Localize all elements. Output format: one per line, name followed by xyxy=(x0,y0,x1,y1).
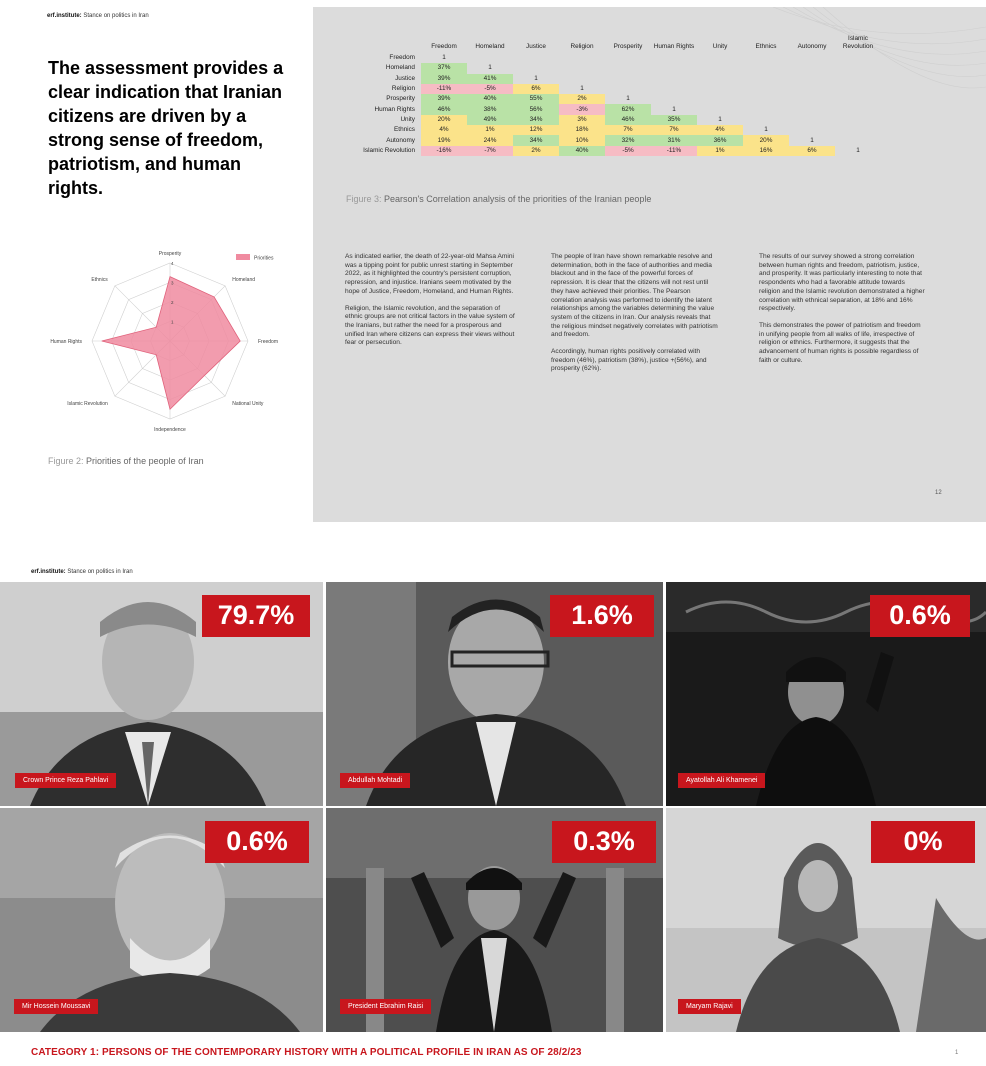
report-page-bottom xyxy=(0,540,986,1066)
radar-axis-label: National Unity xyxy=(232,401,264,408)
correlation-cell xyxy=(559,53,605,63)
column-header: Justice xyxy=(526,43,546,50)
correlation-cell xyxy=(513,63,559,73)
radar-axis-label: Freedom xyxy=(258,339,279,345)
correlation-cell xyxy=(835,63,881,73)
correlation-cell: 3% xyxy=(559,115,605,125)
correlation-cell: 1 xyxy=(442,54,446,62)
table-row xyxy=(345,63,881,73)
person-name-label: President Ebrahim Raisi xyxy=(340,999,431,1014)
person-name-label: Maryam Rajavi xyxy=(678,999,741,1014)
correlation-cell xyxy=(789,115,835,125)
column-header: Freedom xyxy=(431,43,457,50)
correlation-cell: 6% xyxy=(789,146,835,156)
correlation-cell: 34% xyxy=(513,135,559,145)
correlation-cell xyxy=(789,125,835,135)
person-name-label: Ayatollah Ali Khamenei xyxy=(678,773,765,788)
percentage-badge: 79.7% xyxy=(202,595,310,637)
correlation-cell: 4% xyxy=(421,125,467,135)
correlation-cell: 1 xyxy=(810,136,814,144)
paragraph: The people of Iran have shown remarkable resolve and determination, both in the face of authorities and media blackout and in the face of the powerful forces of repression. It is clear that the citizens will not rest until they have achieved their priorities. The Pearson correlation analysis was performed to identify the latent relationships among the variables determining the value system of the citizens in Iran. Our analysis reveals that the religious mindset negatively correlates with patriotism and freedom. xyxy=(551,253,718,339)
correlation-cell xyxy=(789,84,835,94)
correlation-cell: 1% xyxy=(697,146,743,156)
figure-3-text: Pearson's Correlation analysis of the priorities of the Iranian people xyxy=(384,194,652,204)
correlation-cell: -5% xyxy=(605,146,651,156)
radar-axis-label: Ethnics xyxy=(91,276,108,283)
row-label: Justice xyxy=(395,74,415,82)
correlation-cell xyxy=(697,63,743,73)
correlation-cell: 6% xyxy=(513,84,559,94)
percentage-badge: 0.3% xyxy=(552,821,656,863)
table-row xyxy=(345,146,881,156)
correlation-cell: 1% xyxy=(467,125,513,135)
correlation-header-row xyxy=(345,30,881,53)
correlation-cell xyxy=(835,53,881,63)
column-header: Human Rights xyxy=(653,43,695,50)
row-label: Ethnics xyxy=(394,126,415,134)
correlation-cell: -7% xyxy=(467,146,513,156)
correlation-cell: 10% xyxy=(559,135,605,145)
percentage-badge: 0% xyxy=(871,821,975,863)
correlation-cell xyxy=(743,115,789,125)
correlation-cell: 2% xyxy=(513,146,559,156)
correlation-cell xyxy=(835,135,881,145)
percentage-badge: 1.6% xyxy=(550,595,654,637)
correlation-table xyxy=(345,30,881,156)
correlation-cell: 24% xyxy=(467,135,513,145)
correlation-cell: 49% xyxy=(467,115,513,125)
report-header xyxy=(31,569,133,575)
correlation-cell: 35% xyxy=(651,115,697,125)
correlation-cell xyxy=(789,104,835,114)
radar-scale-tick: 4 xyxy=(171,261,174,266)
left-panel xyxy=(0,0,313,522)
correlation-cell: -5% xyxy=(467,84,513,94)
row-label: Human Rights xyxy=(374,105,415,113)
correlation-cell: 1 xyxy=(856,146,860,154)
correlation-cell xyxy=(651,84,697,94)
paragraph: As indicated earlier, the death of 22-year-old Mahsa Amini was a tipping point for public unrest starting in September 2022, as it highlighted the country's persistent corruption, repression, and injustice. Iranians seem motivated by the hope of Justice, Freedom, Homeland, and Human Rights. xyxy=(345,253,514,295)
correlation-cell xyxy=(651,63,697,73)
column-header: Ethnics xyxy=(755,43,777,50)
category-title: CATEGORY 1: PERSONS OF THE CONTEMPORARY HISTORY WITH A POLITICAL PROFILE IN IRAN AS OF 28/2/23 xyxy=(31,1047,582,1058)
correlation-cell: 39% xyxy=(421,74,467,84)
correlation-cell: 1 xyxy=(672,105,676,113)
body-column-2 xyxy=(551,253,721,382)
correlation-cell xyxy=(697,74,743,84)
table-row xyxy=(345,125,881,135)
body-column-1 xyxy=(345,253,515,356)
correlation-cell: 7% xyxy=(605,125,651,135)
figure-3-caption xyxy=(346,194,651,204)
person-card xyxy=(0,582,323,806)
report-page-top xyxy=(0,0,986,522)
correlation-cell: 1 xyxy=(764,126,768,134)
correlation-cell: 12% xyxy=(513,125,559,135)
correlation-cell: 36% xyxy=(697,135,743,145)
correlation-cell: 19% xyxy=(421,135,467,145)
table-row xyxy=(345,53,881,63)
figure-3-number: Figure 3: xyxy=(346,194,382,204)
report-subtitle: Stance on politics in Iran xyxy=(83,13,149,19)
correlation-cell xyxy=(697,94,743,104)
correlation-cell xyxy=(743,63,789,73)
correlation-cell xyxy=(651,53,697,63)
brand-name: erf.institute: xyxy=(47,13,82,19)
correlation-cell xyxy=(559,63,605,73)
report-header xyxy=(47,13,149,19)
correlation-cell xyxy=(467,53,513,63)
radar-scale-tick: 3 xyxy=(171,280,174,286)
correlation-cell: 38% xyxy=(467,104,513,114)
column-header: Islamic Revolution xyxy=(842,35,874,50)
row-label: Autonomy xyxy=(386,136,415,144)
correlation-cell: 46% xyxy=(421,104,467,114)
person-card xyxy=(0,808,323,1032)
correlation-cell xyxy=(743,104,789,114)
correlation-cell xyxy=(835,125,881,135)
correlation-cell xyxy=(651,94,697,104)
correlation-cell: 1 xyxy=(580,85,584,93)
correlation-cell xyxy=(605,63,651,73)
paragraph: Religion, the Islamic revolution, and the separation of ethnic groups are not critical factors in the value system of the Iranians, but rather the need for a prosperous and unified Iran where citizens can express their views without fear or persecution. xyxy=(345,304,515,347)
radar-axis-label: Islamic Revolution xyxy=(67,401,108,408)
correlation-cell: 40% xyxy=(467,94,513,104)
correlation-cell xyxy=(605,84,651,94)
correlation-cell xyxy=(835,115,881,125)
radar-axis-label: Prosperity xyxy=(158,251,182,257)
correlation-cell: 1 xyxy=(626,95,630,103)
figure-2-number: Figure 2: xyxy=(48,456,84,466)
column-header: Unity xyxy=(712,43,728,50)
correlation-cell: 1 xyxy=(718,115,722,123)
page-number: 1 xyxy=(955,1050,959,1056)
paragraph: Accordingly, human rights positively correlated with freedom (46%), patriotism (38%), justice +(56%), and prosperity (62%). xyxy=(551,348,707,373)
corner-cell xyxy=(345,30,421,53)
correlation-body xyxy=(345,53,881,156)
row-label: Unity xyxy=(400,115,415,123)
correlation-cell xyxy=(743,94,789,104)
table-row xyxy=(345,74,881,84)
legend-swatch xyxy=(236,254,250,260)
column-header: Prosperity xyxy=(613,43,643,50)
correlation-cell: 56% xyxy=(513,104,559,114)
person-card xyxy=(326,582,663,806)
correlation-cell: 18% xyxy=(559,125,605,135)
percentage-badge: 0.6% xyxy=(870,595,970,637)
row-label: Homeland xyxy=(385,64,415,72)
page-number: 12 xyxy=(935,490,942,496)
column-header: Autonomy xyxy=(797,43,827,50)
person-name-label: Abdullah Mohtadi xyxy=(340,773,410,788)
correlation-cell: 1 xyxy=(534,74,538,82)
correlation-cell: 37% xyxy=(421,63,467,73)
radar-axis-label: Homeland xyxy=(232,276,256,283)
legend-label: Priorities xyxy=(254,255,274,262)
correlation-cell: 4% xyxy=(697,125,743,135)
row-label: Prosperity xyxy=(386,95,415,103)
correlation-cell xyxy=(835,94,881,104)
correlation-cell: -16% xyxy=(421,146,467,156)
correlation-cell xyxy=(605,53,651,63)
radar-axis-label: Independence xyxy=(154,427,186,433)
correlation-cell xyxy=(743,53,789,63)
correlation-cell xyxy=(743,84,789,94)
correlation-cell: 62% xyxy=(605,104,651,114)
person-card xyxy=(326,808,663,1032)
radar-series-area xyxy=(102,277,240,410)
correlation-cell xyxy=(789,53,835,63)
row-label: Islamic Revolution xyxy=(363,146,415,154)
percentage-badge: 0.6% xyxy=(205,821,309,863)
person-name-label: Mir Hossein Moussavi xyxy=(14,999,98,1014)
correlation-cell: 39% xyxy=(421,94,467,104)
brand-name: erf.institute: xyxy=(31,569,66,575)
person-name-label: Crown Prince Reza Pahlavi xyxy=(15,773,116,788)
correlation-cell: 41% xyxy=(467,74,513,84)
correlation-cell xyxy=(789,94,835,104)
row-label: Freedom xyxy=(389,54,415,62)
correlation-cell xyxy=(559,74,605,84)
paragraph: This demonstrates the power of patriotism and freedom in unifying people from all walks of life, irrespective of religion or ethnics. Furthermore, it suggests that the advancement of human rights is possible regardless of faith or culture. xyxy=(759,321,921,364)
correlation-cell: 16% xyxy=(743,146,789,156)
figure-2-text: Priorities of the people of Iran xyxy=(86,456,204,466)
column-header: Religion xyxy=(570,43,594,50)
table-row xyxy=(345,115,881,125)
correlation-cell xyxy=(789,63,835,73)
correlation-cell: -3% xyxy=(559,104,605,114)
correlation-cell xyxy=(743,74,789,84)
correlation-cell: 1 xyxy=(488,64,492,72)
correlation-cell: 7% xyxy=(651,125,697,135)
report-subtitle: Stance on politics in Iran xyxy=(67,569,133,575)
correlation-cell xyxy=(697,84,743,94)
correlation-cell: 40% xyxy=(559,146,605,156)
correlation-cell xyxy=(697,53,743,63)
correlation-cell xyxy=(605,74,651,84)
column-header: Homeland xyxy=(475,43,505,50)
correlation-cell: 20% xyxy=(421,115,467,125)
correlation-cell xyxy=(835,84,881,94)
correlation-cell: 20% xyxy=(743,135,789,145)
correlation-cell xyxy=(835,104,881,114)
radar-scale-tick: 2 xyxy=(171,300,174,305)
radar-legend xyxy=(236,254,274,262)
paragraph: The results of our survey showed a strong correlation between human rights and freedom, patriotism, justice, and prosperity. It was particularly interesting to note that respondents who had a favorable attitude towards religion and the Islamic revolution demonstrated a higher correlation with ethnical separation, at 18% and 16% respectively. xyxy=(759,253,925,313)
correlation-cell: -11% xyxy=(421,84,467,94)
table-row xyxy=(345,84,881,94)
correlation-cell: 32% xyxy=(605,135,651,145)
radar-chart xyxy=(20,246,310,436)
radar-scale-tick: 1 xyxy=(171,319,174,325)
correlation-cell: 2% xyxy=(559,94,605,104)
table-row xyxy=(345,135,881,145)
person-card xyxy=(666,808,986,1032)
correlation-cell: -11% xyxy=(651,146,697,156)
body-column-3 xyxy=(759,253,927,373)
row-label: Religion xyxy=(391,85,415,93)
radar-axis-label: Human Rights xyxy=(50,339,82,345)
radar-series xyxy=(102,277,240,410)
headline: The assessment provides a clear indication that Iranian citizens are driven by a strong sense of freedom, patriotism, and human rights. xyxy=(48,58,284,198)
correlation-cell xyxy=(697,104,743,114)
correlation-cell xyxy=(651,74,697,84)
correlation-cell: 46% xyxy=(605,115,651,125)
figure-2-caption xyxy=(48,456,204,466)
correlation-cell xyxy=(835,74,881,84)
table-row xyxy=(345,94,881,104)
correlation-cell xyxy=(513,53,559,63)
person-card xyxy=(666,582,986,806)
correlation-cell: 31% xyxy=(651,135,697,145)
correlation-cell xyxy=(789,74,835,84)
correlation-cell: 34% xyxy=(513,115,559,125)
table-row xyxy=(345,104,881,114)
correlation-cell: 55% xyxy=(513,94,559,104)
